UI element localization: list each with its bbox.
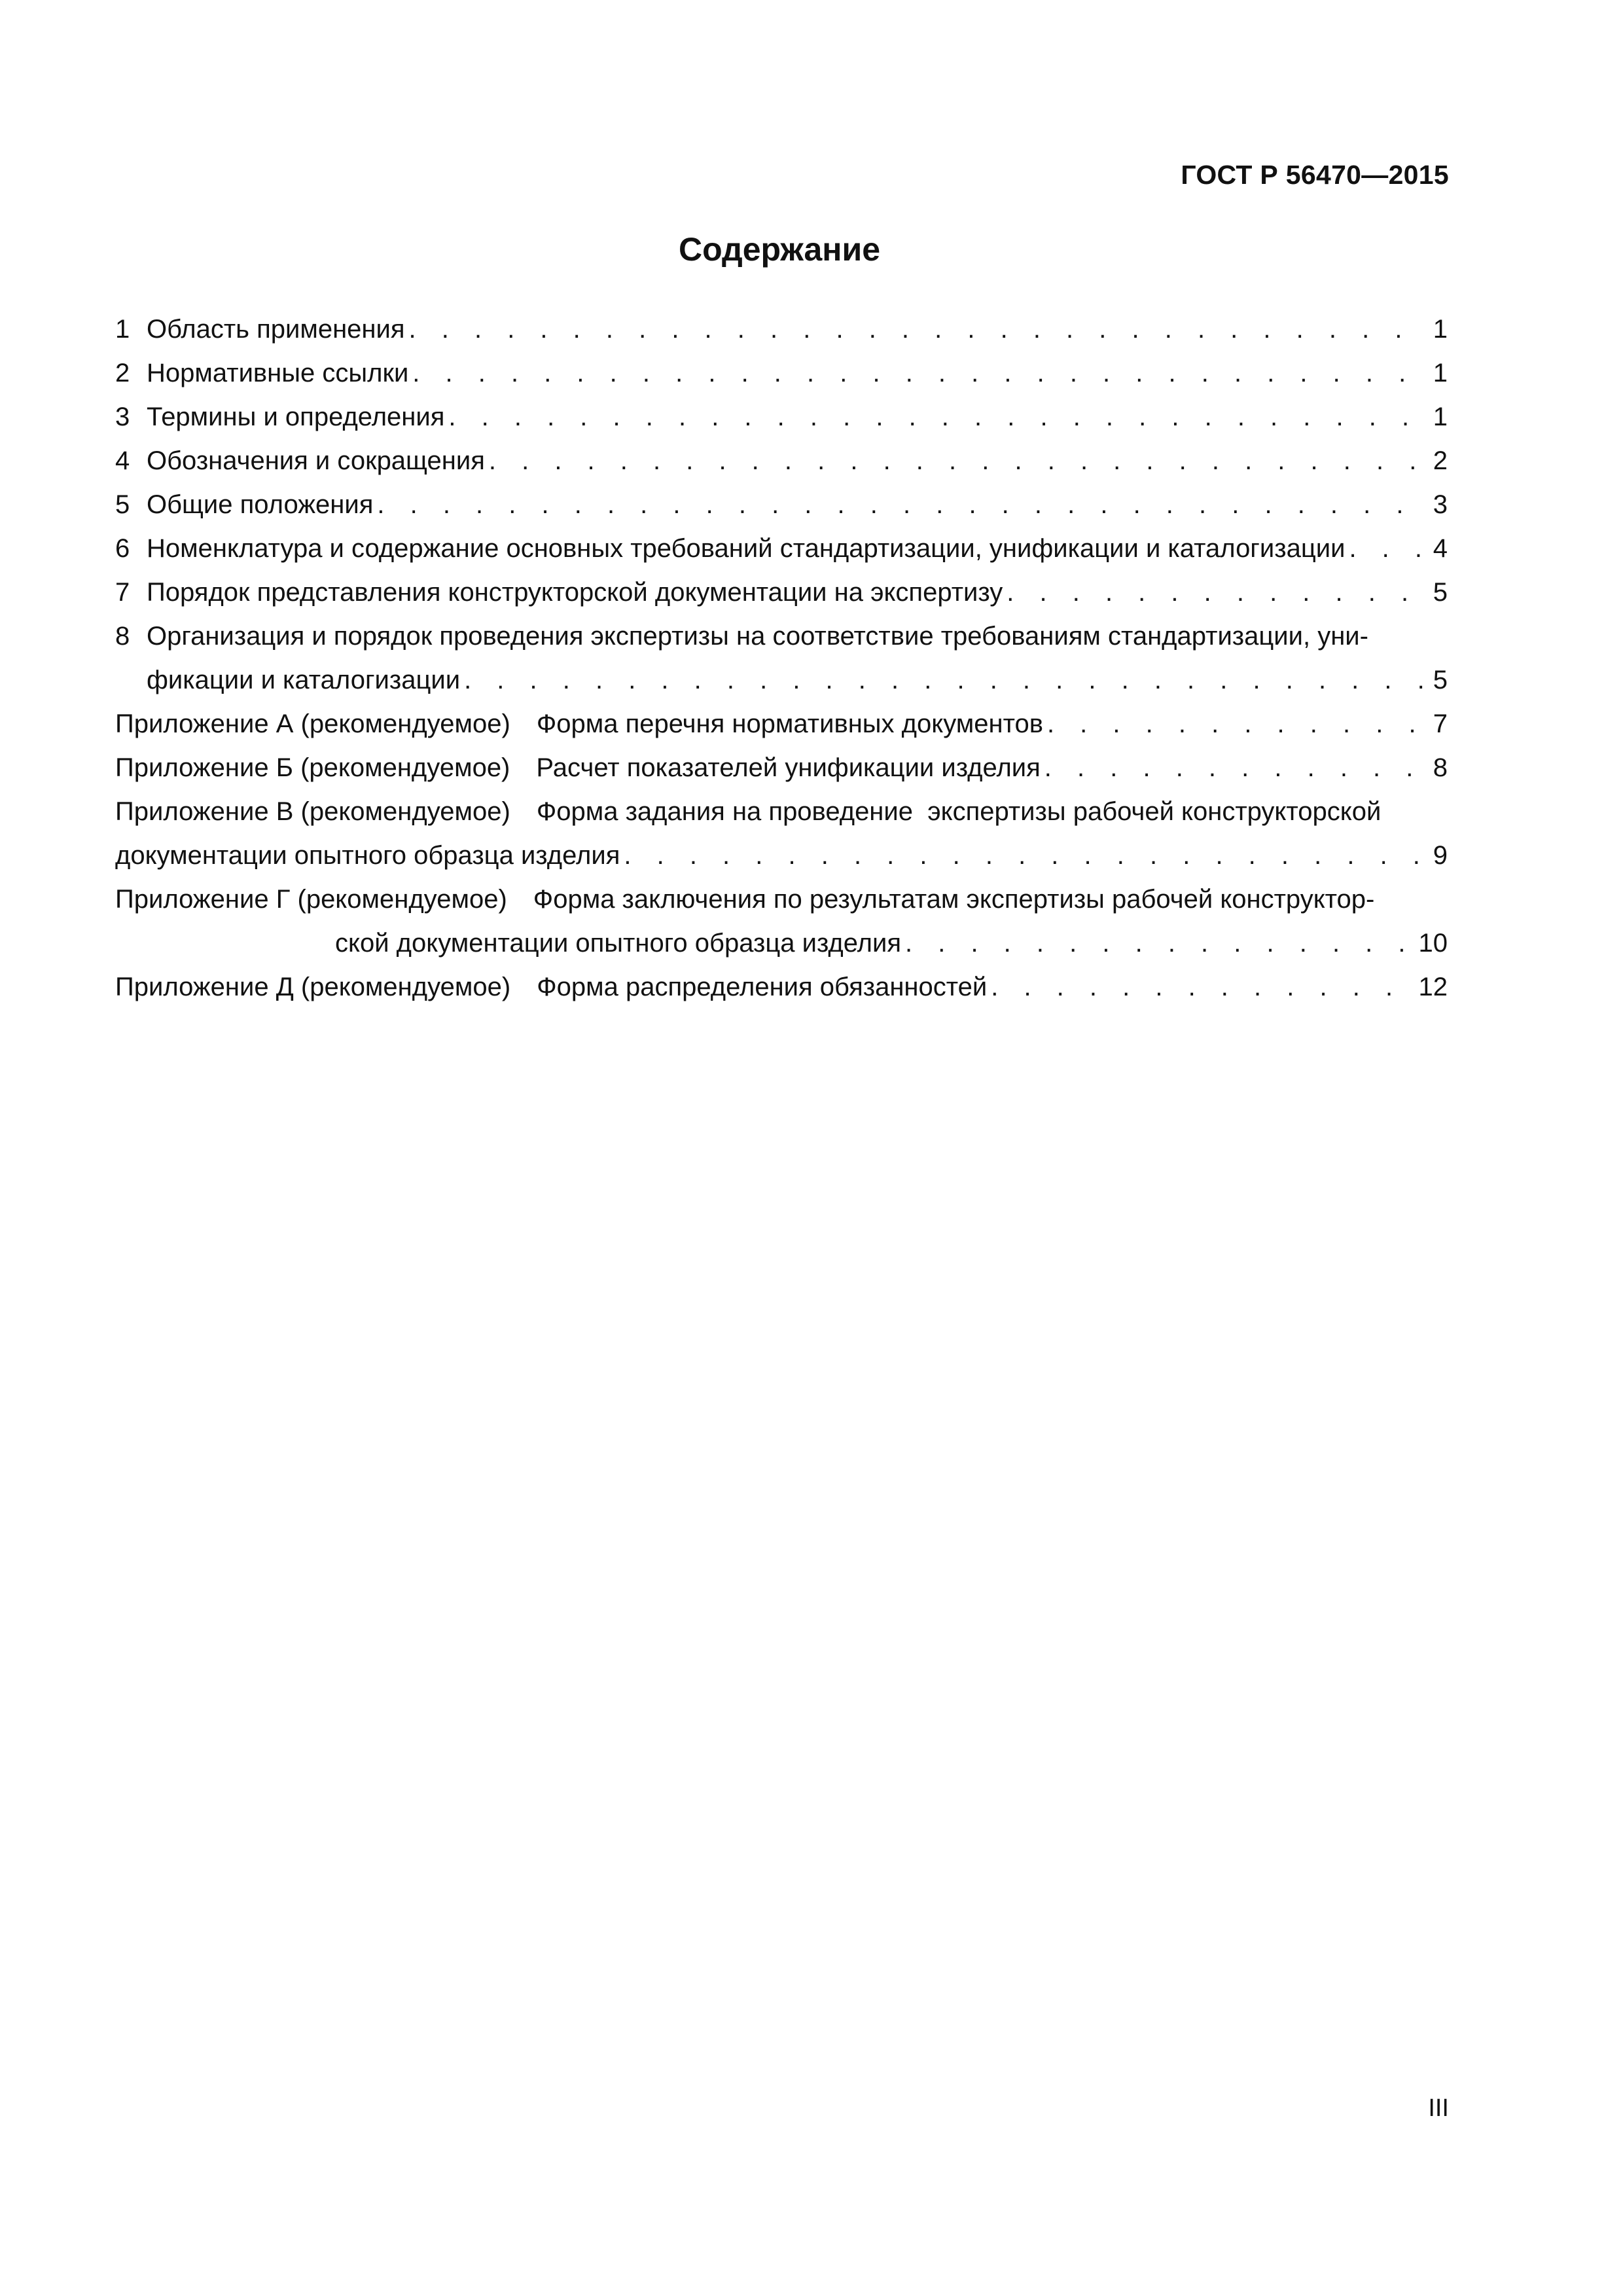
appendix-item[interactable] xyxy=(115,965,1448,1009)
appendix-title: Форма распределения обязанностей xyxy=(537,973,988,1001)
toc-item-page: 5 xyxy=(1433,666,1448,694)
appendix-page: 8 xyxy=(1433,753,1448,782)
appendix-label: Приложение Б (рекомендуемое) xyxy=(115,753,510,782)
appendix-item[interactable] xyxy=(115,746,1448,790)
toc-item-multiline[interactable] xyxy=(115,615,1448,702)
appendix-page: 10 xyxy=(1418,929,1448,958)
appendix-title-line2: ской документации опытного образца изделия xyxy=(335,929,901,958)
toc-title: Содержание xyxy=(678,231,881,268)
toc-item-number: 2 xyxy=(115,359,130,387)
dot-leader xyxy=(448,395,1429,439)
toc-item-title: Общие положения xyxy=(147,490,374,519)
toc-item-title-line2: фикации и каталогизации xyxy=(147,666,461,694)
toc-item-number: 8 xyxy=(115,622,130,651)
toc-item-page: 1 xyxy=(1433,359,1448,387)
dot-leader xyxy=(1044,746,1429,790)
dot-leader xyxy=(624,834,1429,878)
toc-item-title-line1: Организация и порядок проведения экспертизы на соответствие требованиям стандартизации, уни- xyxy=(147,622,1368,651)
appendix-title-line1: Форма заключения по результатам экспертизы рабочей конструктор- xyxy=(533,885,1375,914)
appendix-title: Форма перечня нормативных документов xyxy=(536,709,1043,738)
toc-item-title: Термины и определения xyxy=(147,403,445,431)
toc-item-number: 5 xyxy=(115,490,130,519)
toc-item[interactable] xyxy=(115,527,1448,571)
appendix-item-multiline[interactable] xyxy=(115,878,1448,965)
dot-leader xyxy=(412,351,1429,395)
dot-leader xyxy=(377,483,1429,527)
toc-item-number: 4 xyxy=(115,446,130,475)
table-of-contents xyxy=(115,308,1448,1009)
dot-leader xyxy=(905,922,1415,965)
toc-item-title: Порядок представления конструкторской документации на экспертизу xyxy=(147,578,1003,607)
toc-item[interactable] xyxy=(115,395,1448,439)
toc-item[interactable] xyxy=(115,483,1448,527)
document-code: ГОСТ Р 56470—2015 xyxy=(1181,160,1449,190)
toc-item-number: 7 xyxy=(115,578,130,607)
appendix-item[interactable] xyxy=(115,702,1448,746)
dot-leader xyxy=(1047,702,1429,746)
appendix-label: Приложение А (рекомендуемое) xyxy=(115,709,510,738)
toc-item-page: 2 xyxy=(1433,446,1448,475)
toc-item-title: Номенклатура и содержание основных требований стандартизации, унификации и каталогизации xyxy=(147,534,1346,563)
toc-item[interactable] xyxy=(115,351,1448,395)
appendix-title: Расчет показателей унификации изделия xyxy=(536,753,1041,782)
appendix-label: Приложение Д (рекомендуемое) xyxy=(115,973,511,1001)
toc-item-page: 5 xyxy=(1433,578,1448,607)
toc-item-page: 4 xyxy=(1433,534,1448,563)
dot-leader xyxy=(991,965,1414,1009)
appendix-page: 7 xyxy=(1433,709,1448,738)
dot-leader xyxy=(1007,571,1429,615)
appendix-item-multiline[interactable] xyxy=(115,790,1448,878)
appendix-title-line1: Форма задания на проведение экспертизы рабочей конструкторской xyxy=(536,797,1382,826)
toc-item-title: Обозначения и сокращения xyxy=(147,446,485,475)
toc-item-title: Область применения xyxy=(147,315,405,344)
appendix-label: Приложение Г (рекомендуемое) xyxy=(115,885,507,914)
dot-leader xyxy=(1349,527,1429,571)
toc-item[interactable] xyxy=(115,308,1448,351)
toc-item-title: Нормативные ссылки xyxy=(147,359,409,387)
toc-item[interactable] xyxy=(115,571,1448,615)
dot-leader xyxy=(464,658,1429,702)
toc-item[interactable] xyxy=(115,439,1448,483)
toc-item-number: 3 xyxy=(115,403,130,431)
toc-item-page: 1 xyxy=(1433,403,1448,431)
toc-item-number: 6 xyxy=(115,534,130,563)
toc-item-page: 3 xyxy=(1433,490,1448,519)
dot-leader xyxy=(489,439,1429,483)
toc-item-page: 1 xyxy=(1433,315,1448,344)
appendix-label: Приложение В (рекомендуемое) xyxy=(115,797,510,826)
appendix-page: 9 xyxy=(1433,841,1448,870)
appendix-title-line2: документации опытного образца изделия xyxy=(115,841,620,870)
dot-leader xyxy=(409,308,1429,351)
page-number: III xyxy=(1428,2094,1449,2122)
appendix-page: 12 xyxy=(1418,973,1448,1001)
toc-item-number: 1 xyxy=(115,315,130,344)
